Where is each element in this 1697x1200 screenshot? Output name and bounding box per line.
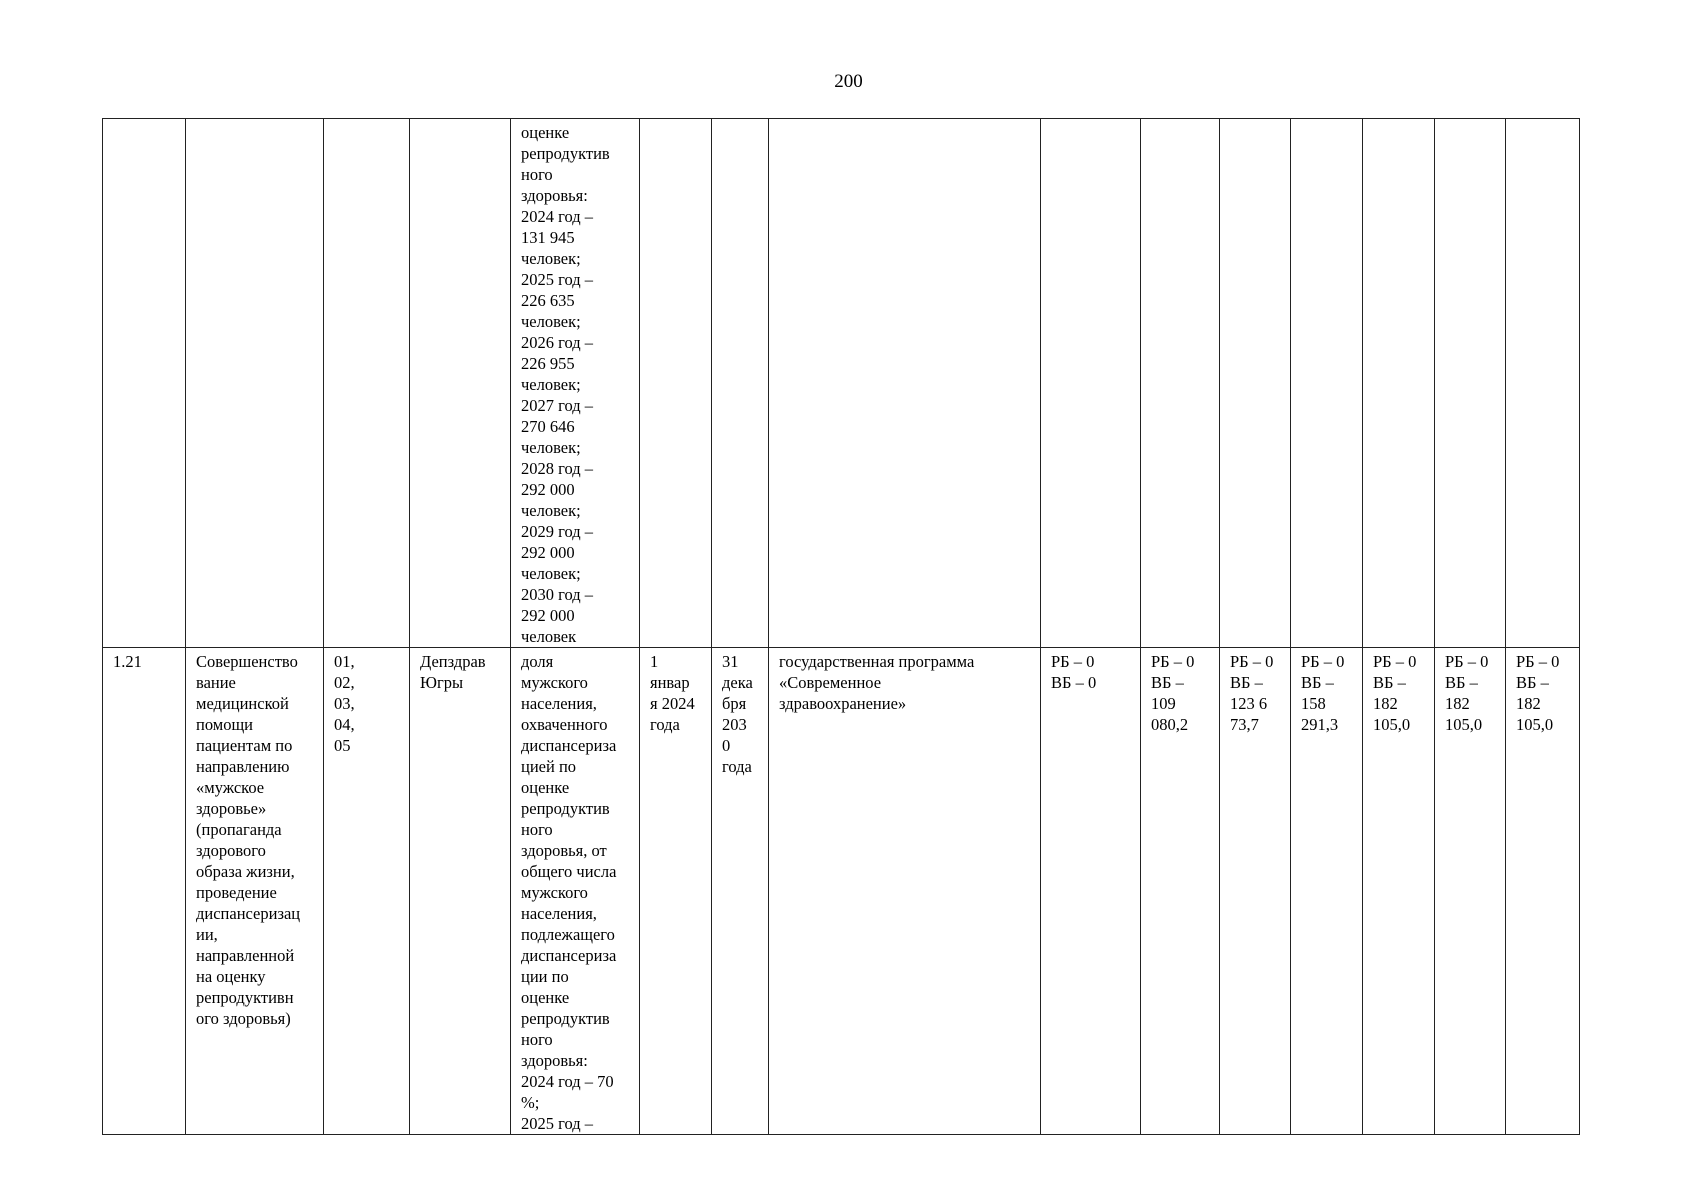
cell-start: [640, 119, 712, 648]
cell-number: 1.21: [103, 648, 186, 1135]
cell-codes: [324, 119, 410, 648]
cell-fin-2: [1141, 119, 1220, 648]
cell-name: Совершенство вание медицинской помощи пациентам по направлению «мужское здоровье» (пропаганда здорового образа жизни, проведение диспансеризац ии, направленной на оценку репродуктивн ого здоровья): [186, 648, 324, 1135]
cell-start: 1 январ я 2024 года: [640, 648, 712, 1135]
cell-program: государственная программа «Современное здравоохранение»: [769, 648, 1041, 1135]
cell-indicator: оценке репродуктив ного здоровья: 2024 год – 131 945 человек; 2025 год – 226 635 человек; 2026 год – 226 955 человек; 2027 год – 270 646 человек; 2028 год – 292 000 человек; 2029 год – 292 000 человек; 2030 год – 292 000 человек: [511, 119, 640, 648]
cell-fin-5: РБ – 0 ВБ – 182 105,0: [1363, 648, 1435, 1135]
cell-fin-6: РБ – 0 ВБ – 182 105,0: [1435, 648, 1506, 1135]
cell-name: [186, 119, 324, 648]
cell-program: [769, 119, 1041, 648]
cell-fin-6: [1435, 119, 1506, 648]
page-number: 200: [834, 71, 863, 92]
cell-executor: [410, 119, 511, 648]
cell-codes: 01, 02, 03, 04, 05: [324, 648, 410, 1135]
cell-fin-1: [1041, 119, 1141, 648]
cell-indicator: доля мужского населения, охваченного диспансериза цией по оценке репродуктив ного здоровья, от общего числа мужского населения, подлежащего диспансериза ции по оценке репродуктив ного здоровья: 2024 год – 70 %; 2025 год –: [511, 648, 640, 1135]
cell-end: [712, 119, 769, 648]
table-row: [103, 648, 1580, 1135]
cell-fin-4: [1291, 119, 1363, 648]
table-row: [103, 119, 1580, 648]
cell-fin-3: [1220, 119, 1291, 648]
cell-fin-5: [1363, 119, 1435, 648]
measures-table: [102, 118, 1580, 1135]
cell-fin-4: РБ – 0 ВБ – 158 291,3: [1291, 648, 1363, 1135]
cell-fin-2: РБ – 0 ВБ – 109 080,2: [1141, 648, 1220, 1135]
cell-fin-3: РБ – 0 ВБ – 123 6 73,7: [1220, 648, 1291, 1135]
cell-fin-7: [1506, 119, 1580, 648]
cell-number: [103, 119, 186, 648]
cell-executor: Депздрав Югры: [410, 648, 511, 1135]
cell-fin-7: РБ – 0 ВБ – 182 105,0: [1506, 648, 1580, 1135]
cell-fin-1: РБ – 0 ВБ – 0: [1041, 648, 1141, 1135]
cell-end: 31 дека бря 203 0 года: [712, 648, 769, 1135]
